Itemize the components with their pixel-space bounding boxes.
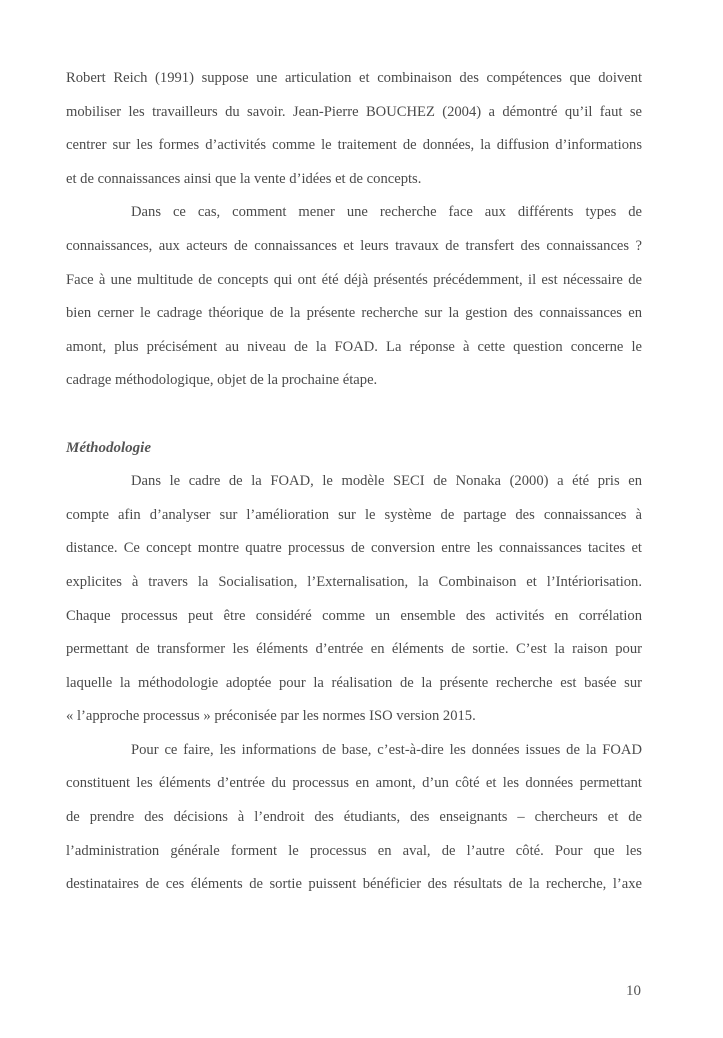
text-line: distance. Ce concept montre quatre processus de conversion entre les connaissances tacites et [66,540,642,557]
text-line: cadrage méthodologique, objet de la prochaine étape. [66,372,378,389]
text-line: destinataires de ces éléments de sortie puissent bénéficier des résultats de la recherche, l’axe [66,876,642,893]
text-line: de prendre des décisions à l’endroit des étudiants, des enseignants – chercheurs et de [66,809,642,826]
text-line: l’administration générale forment le processus en aval, de l’autre côté. Pour que les [66,842,642,859]
section-heading: Méthodologie [66,439,151,456]
text-line: « l’approche processus » préconisée par les normes ISO version 2015. [66,708,476,725]
text-line: compte afin d’analyser sur l’amélioration sur le système de partage des connaissances à [66,506,642,523]
paragraph-2 [66,196,642,398]
text-line: connaissances, aux acteurs de connaissances et leurs travaux de transfert des connaissances ? [66,237,642,254]
document-page [66,62,642,902]
text-line: Chaque processus peut être considéré comme un ensemble des activités en corrélation [66,607,642,624]
text-line: permettant de transformer les éléments d’entrée en éléments de sortie. C’est la raison pour [66,641,642,658]
text-line: et de connaissances ainsi que la vente d’idées et de concepts. [66,170,422,187]
section-spacer [66,398,642,432]
text-line: Dans ce cas, comment mener une recherche face aux différents types de [131,204,642,221]
text-line: amont, plus précisément au niveau de la FOAD. La réponse à cette question concerne le [66,338,642,355]
page-number: 10 [626,983,641,999]
text-line: Robert Reich (1991) suppose une articulation et combinaison des compétences que doivent [66,70,642,86]
text-line: bien cerner le cadrage théorique de la présente recherche sur la gestion des connaissances en [66,305,642,322]
text-line: laquelle la méthodologie adoptée pour la réalisation de la présente recherche est basée sur [66,674,642,691]
text-line: Face à une multitude de concepts qui ont été déjà présentés précédemment, il est nécessaire de [66,271,642,288]
paragraph-1 [66,62,642,196]
text-line: mobiliser les travailleurs du savoir. Jean-Pierre BOUCHEZ (2004) a démontré qu’il faut se [66,103,642,120]
text-line: centrer sur les formes d’activités comme le traitement de données, la diffusion d’informations [66,137,642,154]
text-line: explicites à travers la Socialisation, l’Externalisation, la Combinaison et l’Intériorisation. [66,573,642,590]
text-line: constituent les éléments d’entrée du processus en amont, d’un côté et les données permettant [66,775,642,792]
text-line: Dans le cadre de la FOAD, le modèle SECI de Nonaka (2000) a été pris en [131,473,642,490]
paragraph-4 [66,734,642,902]
text-line: Pour ce faire, les informations de base, c’est-à-dire les données issues de la FOAD [131,741,642,758]
paragraph-3 [66,465,642,734]
